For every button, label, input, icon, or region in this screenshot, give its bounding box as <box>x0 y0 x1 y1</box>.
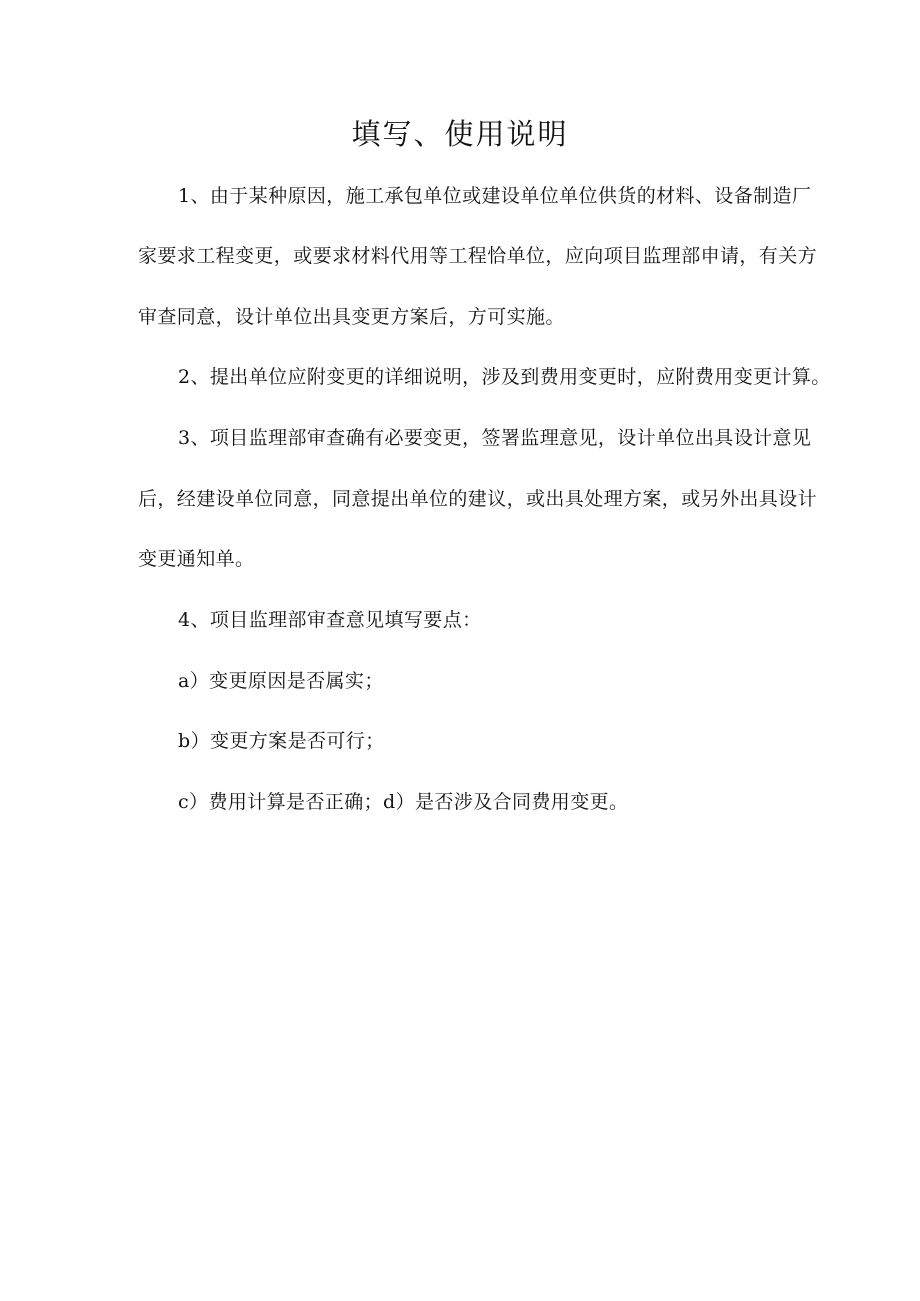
document-title: 填写、使用说明 <box>351 117 569 151</box>
paragraph-1-line-2: 家要求工程变更，或要求材料代用等工程恰单位，应向项目监理部申请，有关方 <box>138 245 818 267</box>
list-item-b: b）变更方案是否可行； <box>178 730 385 752</box>
paragraph-3-line-1: 3、项目监理部审查确有必要变更，签署监理意见，设计单位出具设计意见 <box>178 427 812 449</box>
paragraph-3-line-3: 变更通知单。 <box>138 548 255 570</box>
paragraph-4-line-1: 4、项目监理部审查意见填写要点： <box>178 609 482 631</box>
list-item-c-d: c）费用计算是否正确；d）是否涉及合同费用变更。 <box>178 791 629 813</box>
paragraph-3-line-2: 后，经建设单位同意，同意提出单位的建议，或出具处理方案，或另外出具设计 <box>138 488 818 510</box>
list-item-a: a）变更原因是否属实； <box>178 670 384 692</box>
paragraph-1-line-1: 1、由于某种原因，施工承包单位或建设单位单位供货的材料、设备制造厂 <box>178 185 812 207</box>
paragraph-2-line-1: 2、提出单位应附变更的详细说明，涉及到费用变更时，应附费用变更计算。 <box>178 366 831 388</box>
paragraph-1-line-3: 审查同意，设计单位出具变更方案后，方可实施。 <box>138 306 565 328</box>
